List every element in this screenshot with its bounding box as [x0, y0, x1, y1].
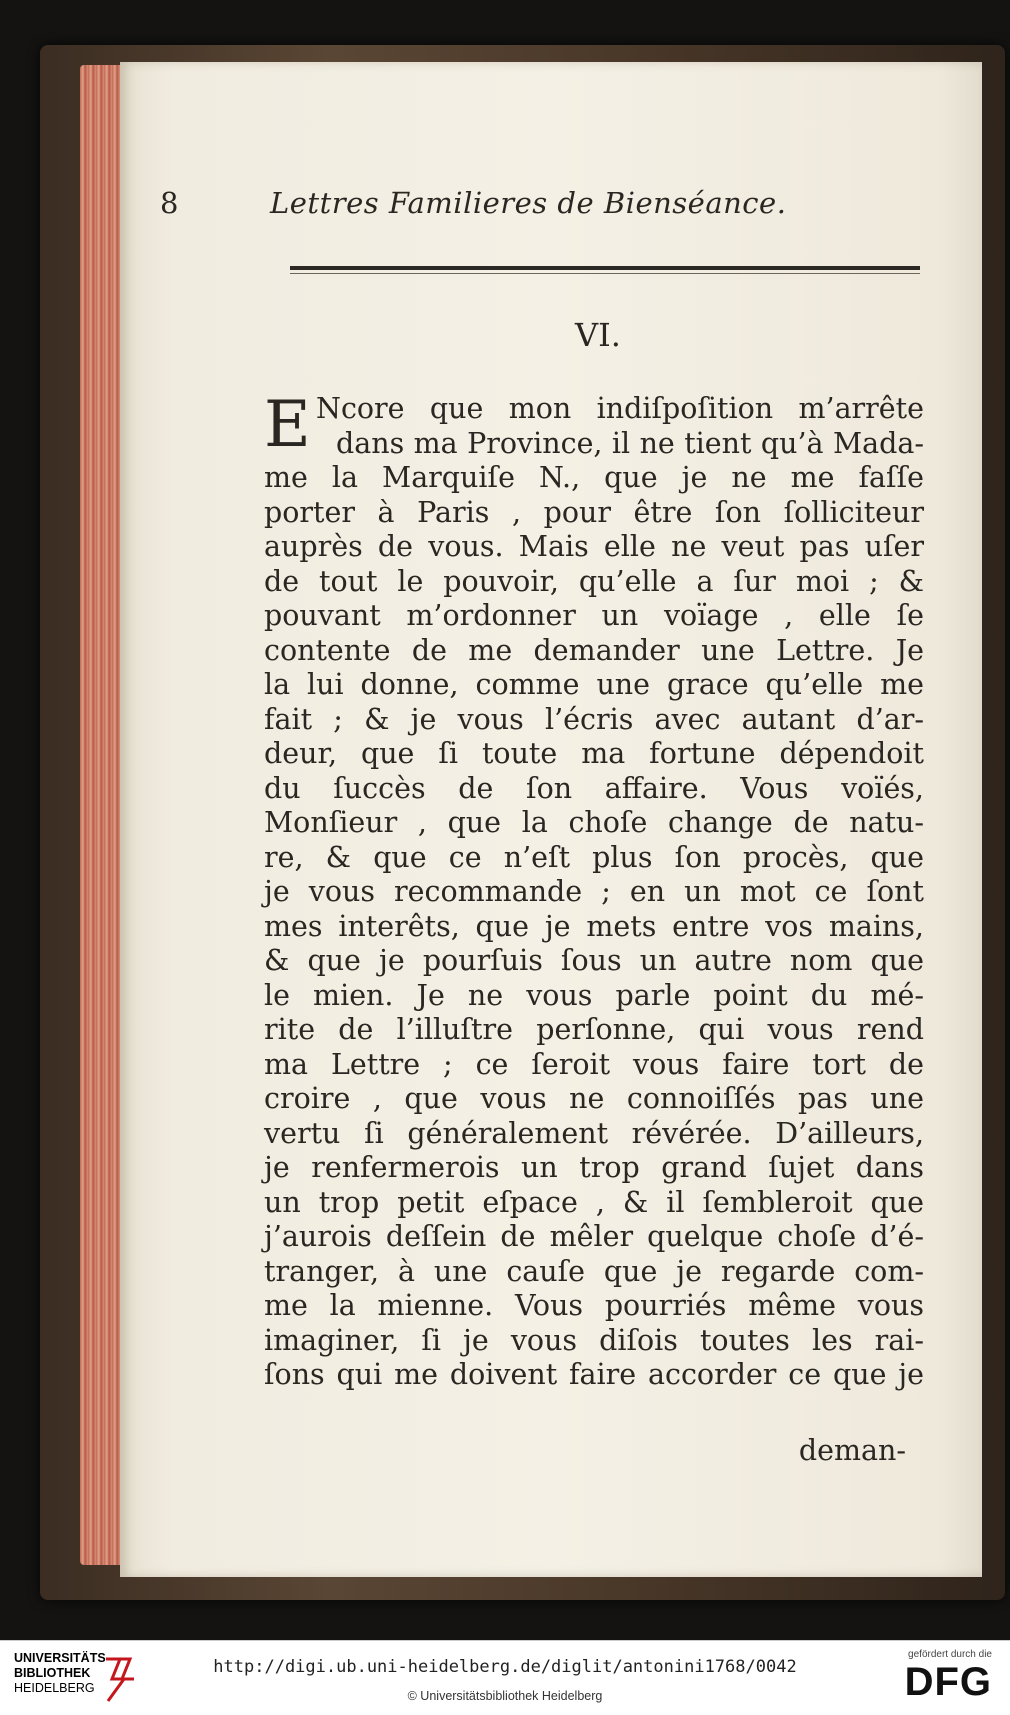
page-number: 8: [160, 186, 179, 220]
text-line: contente de me demander une Lettre. Je: [264, 633, 924, 667]
dfg-logo[interactable]: [882, 1649, 992, 1709]
text-line: & que je pourſuis ſous un autre nom que: [264, 944, 924, 977]
text-line: porter à Paris , pour être ſon ſolliciteur: [264, 495, 924, 529]
text-line: E Ncore que mon indiſpoſition m’arrête: [264, 388, 924, 462]
text-line: mes interêts, que je mets entre vos mains,: [264, 909, 924, 943]
text-line: auprès de vous. Mais elle ne veut pas uſer: [264, 530, 924, 563]
text-line: j’aurois deſſein de mêler quelque choſe d’é-: [264, 1220, 924, 1253]
text-line: un trop petit eſpace , & il ſembleroit que: [264, 1185, 924, 1219]
viewer-footer: [0, 1640, 1010, 1715]
text-line: imaginer, ſi je vous diſois toutes les rai-: [264, 1323, 924, 1357]
text-line: me la Marquiſe N., que je ne me faſſe: [264, 461, 924, 494]
library-name-line3: HEIDELBERG: [14, 1681, 95, 1695]
text-line: pouvant m’ordonner un voïage , elle ſe: [264, 599, 924, 632]
text-line: de tout le pouvoir, qu’elle a ſur moi ; &: [264, 564, 924, 598]
red-page-edges: [80, 65, 122, 1565]
drop-cap: E: [264, 388, 311, 462]
library-name-line1: UNIVERSITÄTS-: [14, 1651, 110, 1665]
text-line: me la mienne. Vous pourriés même vous: [264, 1289, 924, 1322]
catchword: deman-: [798, 1434, 906, 1467]
text-line: tranger, à une cauſe que je regarde com-: [264, 1254, 924, 1288]
library-name-line2: BIBLIOTHEK: [14, 1666, 91, 1680]
letter-body: [264, 388, 924, 1393]
text-line: vertu ſi généralement révérée. D’ailleurs,: [264, 1116, 924, 1150]
text-line: du ſuccès de ſon affaire. Vous voïés,: [264, 771, 924, 805]
text-line: fait ; & je vous l’écris avec autant d’ar-: [264, 702, 924, 736]
letter-number: VI.: [575, 316, 621, 354]
text-line: croire , que vous ne connoiſſés pas une: [264, 1082, 924, 1115]
text-line: Monſieur , que la choſe change de natu-: [264, 806, 924, 839]
text-line: ma Lettre ; ce ſeroit vous faire tort de: [264, 1047, 924, 1081]
running-head: [160, 186, 880, 236]
text-line: la lui donne, comme une grace qu’elle me: [264, 668, 924, 701]
text-line: ſons qui me doivent faire accorder ce que je: [264, 1358, 924, 1391]
funder-logo-text: DFG: [904, 1660, 992, 1704]
text-line: je renfermerois un trop grand ſujet dans: [264, 1151, 924, 1184]
text-line: re, & que ce n’eſt plus ſon procès, que: [264, 840, 924, 874]
text-line: rite de l’illuſtre perſonne, qui vous rend: [264, 1013, 924, 1046]
text-line: le mien. Je ne vous parle point du mé-: [264, 978, 924, 1012]
text-line: deur, que ſi toute ma fortune dépendoit: [264, 737, 924, 770]
running-title: Lettres Familieres de Bienséance.: [270, 186, 787, 220]
text-line: je vous recommande ; en un mot ce ſont: [264, 875, 924, 908]
permalink-url[interactable]: http://digi.ub.uni-heidelberg.de/diglit/antonini1768/0042: [213, 1657, 797, 1677]
text-line: dans ma Province, il ne tient qu’à Mada-: [336, 426, 924, 460]
funder-note: gefördert durch die: [908, 1649, 992, 1660]
header-rule: [290, 266, 920, 270]
copyright-notice: © Universitätsbibliothek Heidelberg: [407, 1689, 603, 1703]
header-rule-thin: [290, 273, 920, 274]
